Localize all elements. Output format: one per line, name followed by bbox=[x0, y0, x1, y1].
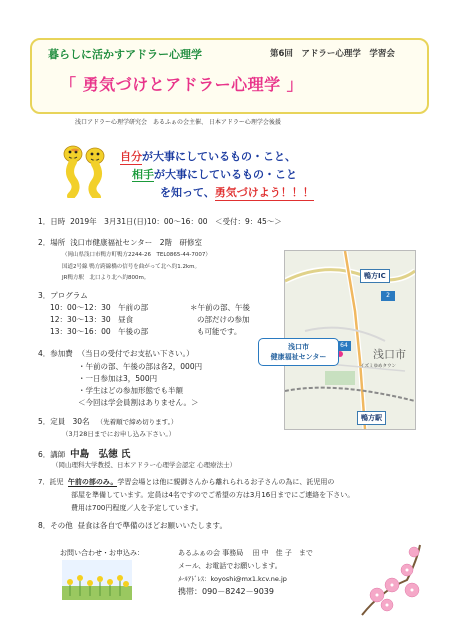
other-row: 8．その他 昼食は各自で準備のほどお願いいたします。 bbox=[38, 521, 227, 530]
program-row-2: 12：30～13：30 昼食 bbox=[50, 315, 134, 324]
program-note-3: も可能です。 bbox=[197, 327, 242, 336]
route-64-badge: 64 bbox=[337, 341, 351, 351]
capacity-row: 5．定員 30名 （先着順で締め切ります。） bbox=[38, 417, 178, 426]
place-row: 2．場所 浅口市健康福祉センター 2階 研修室 bbox=[38, 238, 203, 247]
map-city-name: 浅口市 bbox=[373, 348, 406, 361]
lecturer-row: 6．講師 中島 弘徳 氏 bbox=[38, 449, 131, 460]
flower-field-illustration bbox=[62, 560, 132, 600]
worm-mascot-illustration bbox=[55, 140, 113, 198]
lecturer-title: （岡山理科大学教授、日本アドラー心理学会認定 心理療法士） bbox=[52, 461, 237, 469]
contact-email: ﾒｰﾙｱﾄﾞﾚｽ：koyoshi@mx1.kcv.ne.jp bbox=[178, 575, 287, 583]
childcare-row: 7．託児 午前の部のみ。学習会場とは他に親御さんから離れられるお子さんの為に、託児用の bbox=[38, 478, 335, 486]
place-route-2: JR鴨方駅 北口より北へ約800m。 bbox=[62, 275, 150, 281]
program-note-2: の部だけの参加 bbox=[197, 315, 250, 324]
childcare-line-2: 部屋を準備しています。定員は4名ですのでご希望の方は3月16日までにご連絡を下さい。 bbox=[71, 491, 355, 499]
organizers-line: 浅口アドラー心理学研究会 あるふぁの会主催、 日本アドラー心理学会後援 bbox=[75, 119, 281, 126]
contact-label: お問い合わせ・お申込み： bbox=[60, 549, 144, 557]
tagline-line-1: 自分が大事にしているもの・こと、 bbox=[120, 150, 296, 163]
contact-phone: 携帯：090－8242－9039 bbox=[178, 587, 274, 596]
contact-line-2: メール、お電話でお願いします。 bbox=[178, 562, 282, 570]
fee-row: 4．参加費 （当日の受付でお支払い下さい。） bbox=[38, 349, 194, 358]
tagline-line-3: を知って、勇気づけよう！！！ bbox=[160, 186, 314, 199]
program-note-1: ＊午前の部、午後 bbox=[190, 303, 250, 312]
fee-line-1: ・午前の部、午後の部は各2，000円 bbox=[78, 362, 203, 371]
tagline-line-2: 相手が大事にしているもの・こと bbox=[132, 168, 297, 181]
event-subtitle: 暮らしに活かすアドラー心理学 bbox=[48, 48, 202, 61]
date-row: 1．日時 2019年 3月31日(日)10：00～16：00 ＜受付：9：45～＞ bbox=[38, 217, 282, 226]
program-label: 3．プログラム bbox=[38, 291, 88, 300]
place-route-1: 国道2号線 鴨方跨線橋の信号を曲がって北へ約1.2km。 bbox=[62, 264, 201, 270]
place-address: （岡山県浅口市鴨方町鴨方2244-26 TEL0865-44-7007） bbox=[62, 252, 211, 258]
venue-callout: 浅口市 健康福祉センター bbox=[258, 338, 339, 366]
session-label: 第6回 アドラー心理学 学習会 bbox=[270, 49, 395, 59]
event-title: 「 勇気づけとアドラー心理学 」 bbox=[60, 75, 304, 94]
contact-org: あるふぁの会 事務局 田 中 佳 子 まで bbox=[178, 549, 313, 557]
fee-line-3: ・学生はどの参加形態でも半額 bbox=[78, 386, 183, 395]
map-label-ic: 鴨方IC bbox=[360, 269, 390, 283]
program-row-3: 13：30～16：00 午後の部 bbox=[50, 327, 149, 336]
capacity-deadline: （3月28日までにお申し込み下さい。） bbox=[62, 430, 176, 438]
cherry-blossom-illustration bbox=[352, 540, 422, 620]
fee-line-4: ＜今回は学会員割はありません。＞ bbox=[78, 398, 199, 407]
program-row-1: 10：00～12：30 午前の部 bbox=[50, 303, 149, 312]
map-izumi-label: イズミゆめタウン bbox=[360, 364, 396, 369]
route-2-badge: 2 bbox=[381, 291, 395, 301]
map-label-station: 鴨方駅 bbox=[357, 411, 386, 425]
childcare-line-3: 費用は700円程度／人を予定しています。 bbox=[71, 504, 203, 512]
fee-line-2: ・一日参加は3，500円 bbox=[78, 374, 158, 383]
